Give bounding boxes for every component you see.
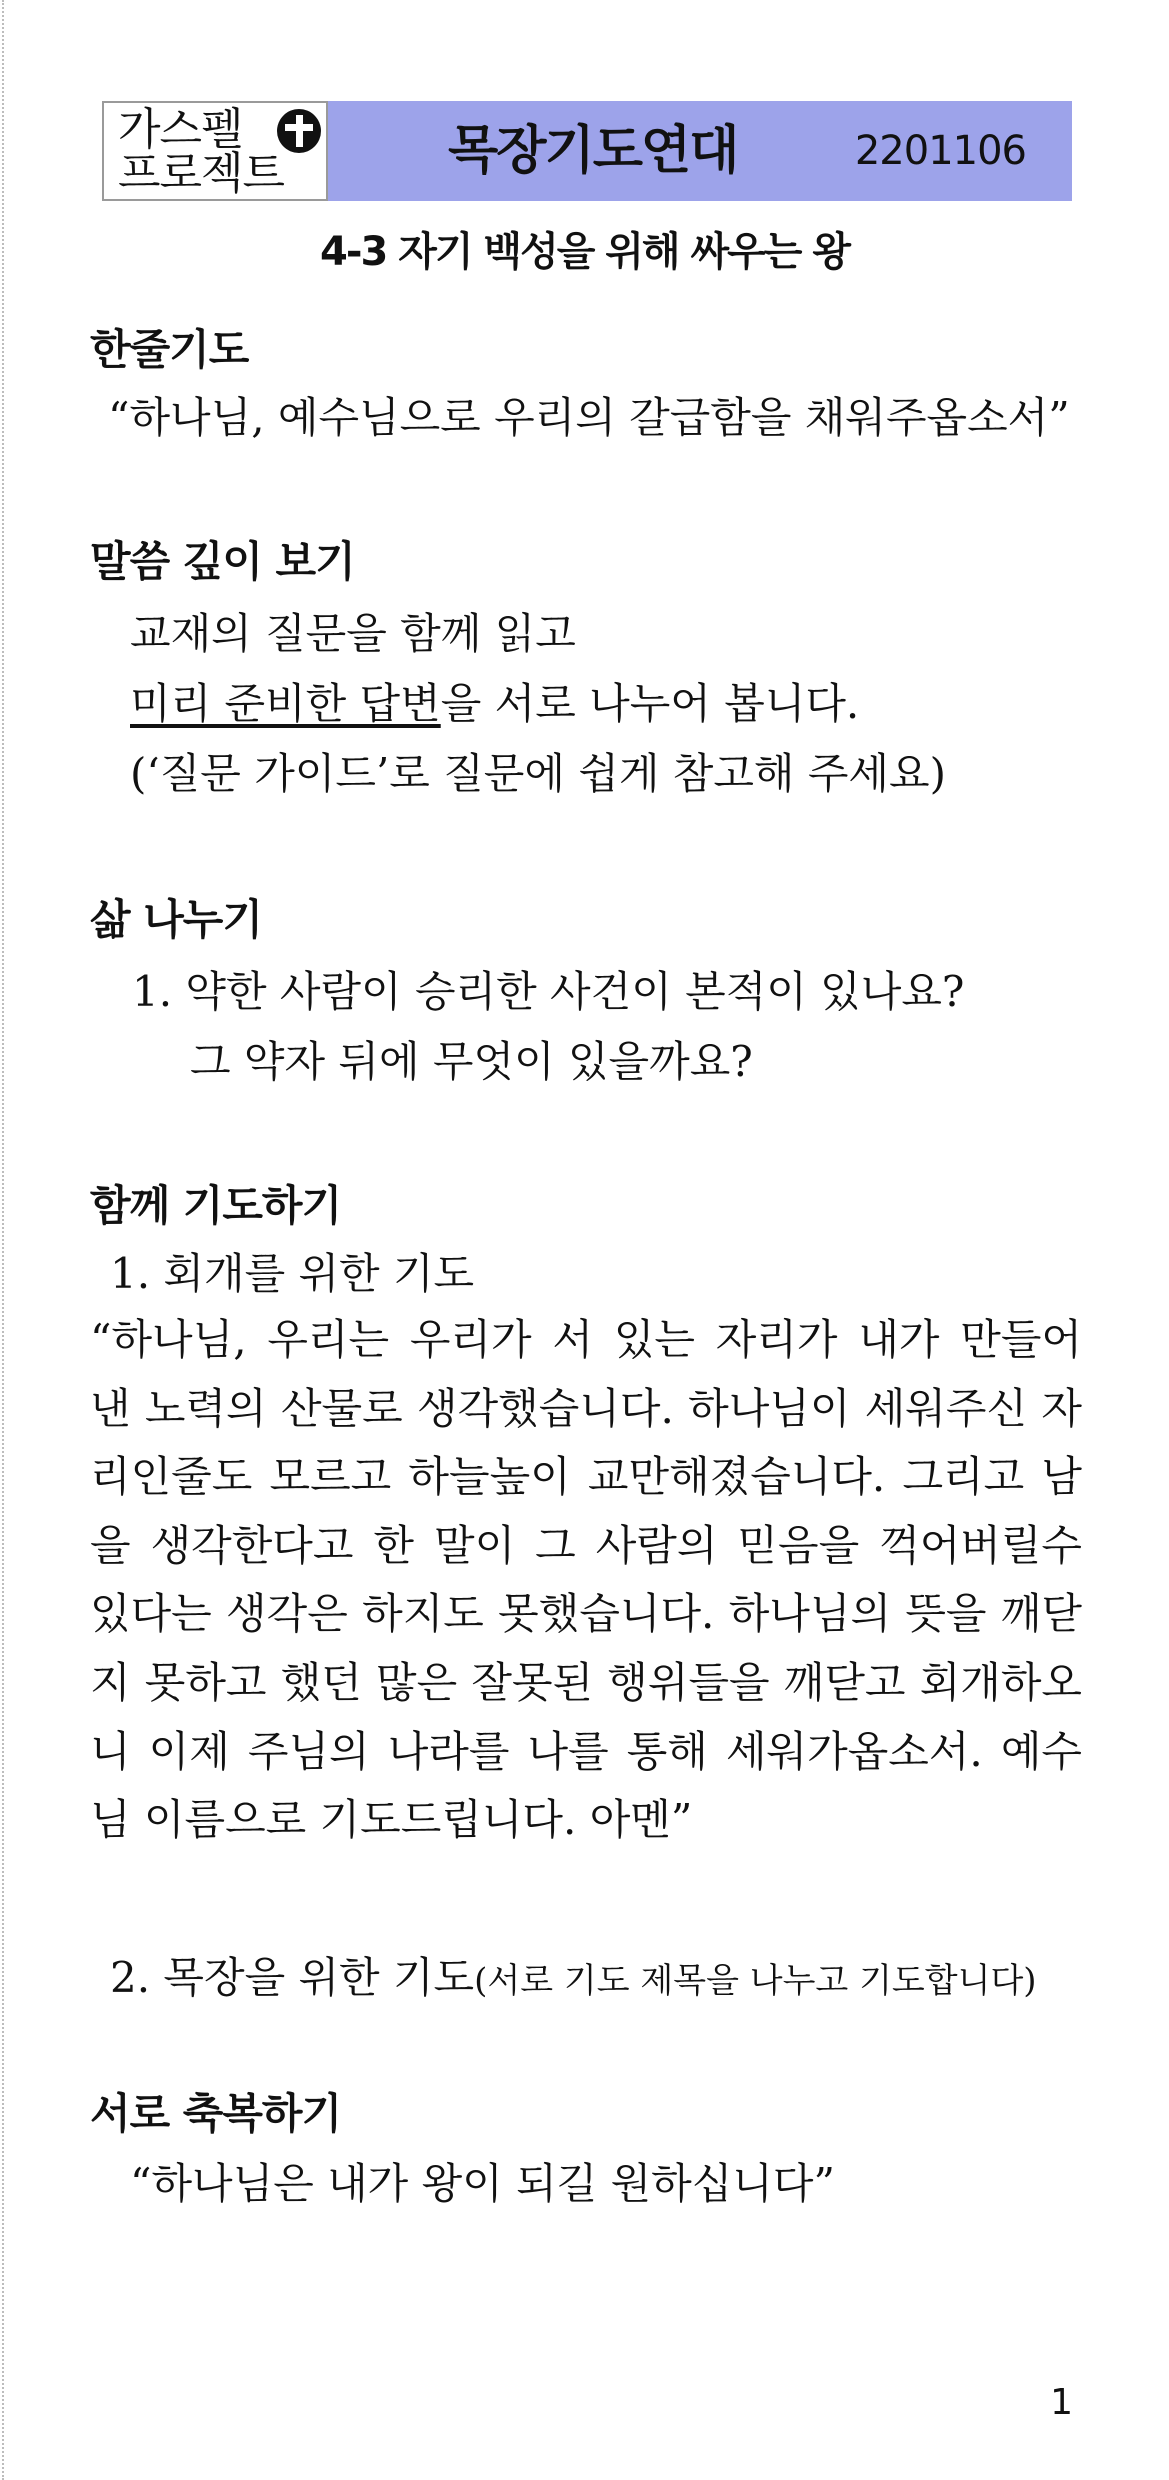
- prayer-item1-title: 1. 회개를 위한 기도: [110, 1249, 475, 1298]
- life-sharing-question1-line1: 1. 약한 사람이 승리한 사건이 본적이 있나요?: [132, 967, 965, 1016]
- logo-text-line2: 프로젝트: [118, 148, 285, 199]
- life-sharing-question1-line2: 그 약자 뒤에 무엇이 있을까요?: [190, 1037, 753, 1086]
- document-code: 2201106: [854, 128, 1026, 174]
- section-heading-life-sharing: 삶 나누기: [90, 895, 262, 944]
- prayer-item2-title: 2. 목장을 위한 기도: [110, 1953, 475, 2002]
- prayer-item1-text: “하나님, 우리는 우리가 서 있는 자리가 내가 만들어 낸 노력의 산물로 생각했습니다. 하나님이 세워주신 자리인줄도 모르고 하늘높이 교만해졌습니다. 그리고 남을 생각한다고 한 말이 그 사람의 믿음을 꺽어버릴수 있다는 생각은 하지도 못했습니다. 하나님의 뜻을 깨닫지 못하고 했던 많은 잘못된 행위들을 깨닫고 회개하오니 이제 주님의 나라를 나를 통해 세워가옵소서. 예수님 이름으로 기도드립니다. 아멘”: [90, 1315, 1082, 1845]
- section-heading-one-line-prayer: 한줄기도: [90, 325, 249, 374]
- bless-text: “하나님은 내가 왕이 되길 원하십니다”: [130, 2159, 835, 2208]
- section-heading-word-deep: 말씀 깊이 보기: [90, 537, 355, 586]
- prayer-item2-note: (서로 기도 제목을 나누고 기도합니다): [474, 1961, 1037, 2001]
- section-heading-bless: 서로 축복하기: [90, 2089, 342, 2138]
- word-deep-underlined-text: 미리 준비한 답변: [130, 679, 441, 728]
- page-number: 1: [1050, 2382, 1073, 2423]
- gospel-project-logo: [102, 101, 328, 201]
- one-line-prayer-text: “하나님, 예수님으로 우리의 갈급함을 채워주옵소서”: [108, 393, 1070, 442]
- header-banner: [102, 101, 1072, 201]
- word-deep-line3: (‘질문 가이드’로 질문에 쉽게 참고해 주세요): [130, 749, 946, 798]
- word-deep-line1: 교재의 질문을 함께 읽고: [130, 609, 576, 658]
- prayer-item2: [110, 1948, 1037, 2011]
- word-deep-line2: [130, 674, 859, 734]
- word-deep-line2-rest: 을 서로 나누어 봅니다.: [440, 679, 860, 728]
- document-title: 목장기도연대: [448, 121, 738, 181]
- logo-text-line1: 가스펠: [118, 104, 243, 155]
- header-title-band: [328, 101, 1072, 201]
- lesson-subtitle: 4-3 자기 백성을 위해 싸우는 왕: [320, 229, 849, 275]
- section-heading-pray-together: 함께 기도하기: [90, 1181, 342, 1230]
- page-margin-rule: [2, 0, 4, 2480]
- cross-circle-icon: [277, 109, 321, 153]
